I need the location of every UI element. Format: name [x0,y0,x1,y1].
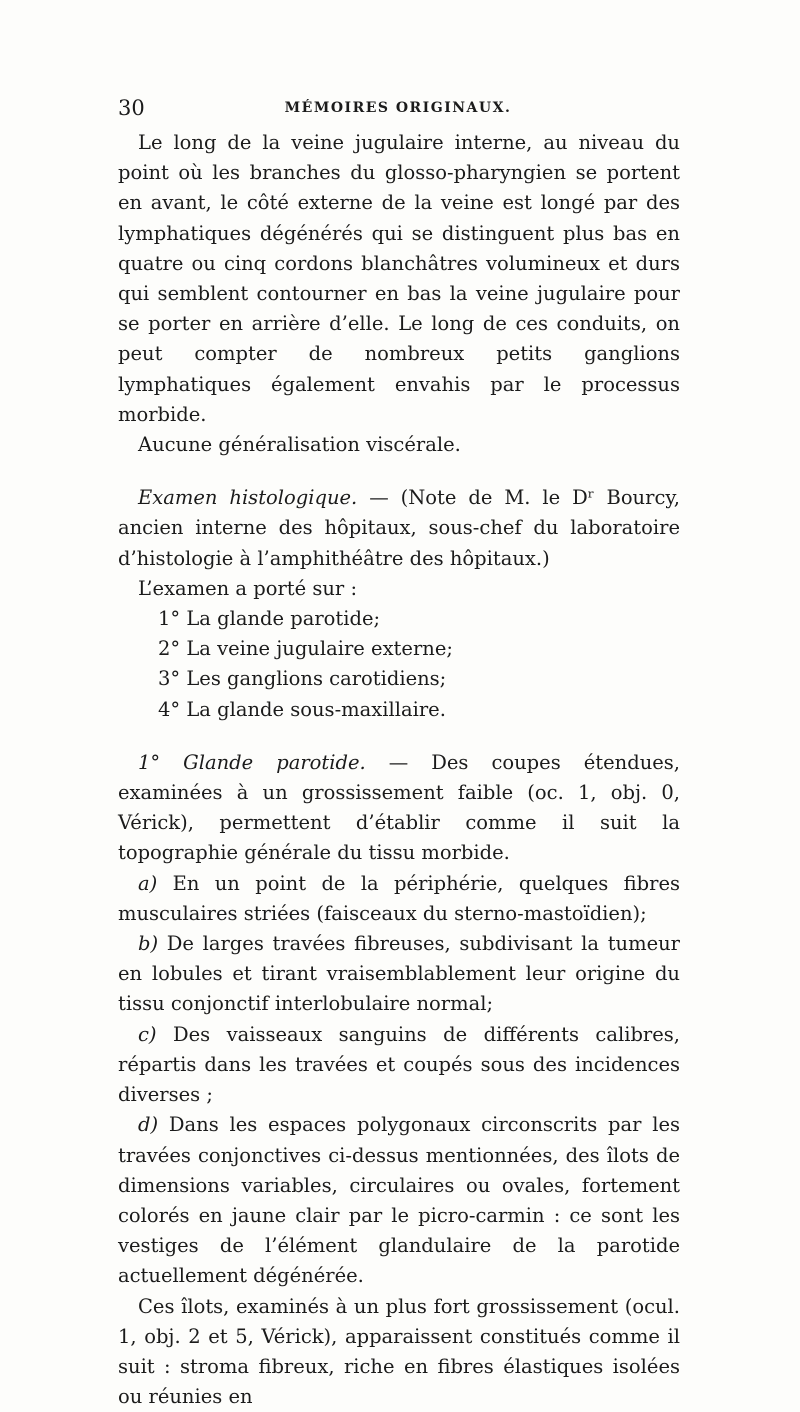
section-title-histology: Examen histologique. [138,486,358,510]
item-c-text: Des vaisseaux sanguins de différents calibres, répartis dans les travées et coupés sous des incidences diverses ; [118,1022,680,1107]
exam-list-item: 2° La veine jugulaire externe; [158,637,453,661]
exam-list-item: 1° La glande parotide; [158,607,381,631]
paragraph-item-b [118,929,680,1020]
page-number: 30 [118,96,145,120]
section-title-parotid: 1° Glande parotide. [138,750,366,774]
page-header [118,96,678,122]
exam-list-item: 4° La glande sous-maxillaire. [158,697,446,721]
item-letter-c: c) [138,1022,157,1046]
parotid-text: — Des coupes étendues, examinées à un grossissement faible (oc. 1, obj. 0, Vérick), permettent d’établir comme il suit la topographie générale du tissu morbide. [118,750,680,865]
paragraph-parotid [118,748,680,869]
item-letter-a: a) [138,871,158,895]
item-b-text: De larges travées fibreuses, subdivisant la tumeur en lobules et tirant vraisemblablement leur origine du tissu conjonctif interlobulaire normal; [118,932,680,1016]
item-letter-b: b) [138,932,159,956]
item-d-text: Dans les espaces polygonaux circonscrits par les travées conjonctives ci-dessus mentionnées, des îlots de dimensions variables, circulaires ou ovales, fortement colorés en jaune clair par le picro-carmin : ce sont les vestiges de l’élément glandulaire de la parotide actuellement dégénérée. [118,1113,680,1288]
item-a-text: En un point de la périphérie, quelques fibres musculaires striées (faisceaux du sterno-mastoïdien); [118,871,680,925]
item-letter-d: d) [138,1113,159,1137]
paragraph-item-c [118,1020,680,1111]
paragraph-item-a [118,869,680,929]
running-title: MÉMOIRES ORIGINAUX. [284,100,512,116]
paragraph-jugular: Le long de la veine jugulaire interne, au niveau du point où les branches du glosso-pharyngien se portent en avant, le côté externe de la veine est longé par des lymphatiques dégénérés qui se distinguent plus bas en quatre ou cinq cordons blanchâtres volumineux et durs qui semblent contourner en bas la veine jugulaire pour se porter en arrière d’elle. Le long de ces conduits, on peut compter de nombreux petits ganglions lymphatiques également envahis par le processus morbide. [118,131,680,426]
paragraph-histology-note [118,483,680,574]
paragraph-item-d [118,1110,680,1291]
page-body [118,128,680,1412]
exam-list-item: 3° Les ganglions carotidiens; [158,667,447,691]
paragraph-exam-intro: L’examen a porté sur : [138,576,358,600]
histology-note-text: — (Note de M. le Dʳ Bourcy, ancien interne des hôpitaux, sous-chef du laboratoire d’histologie à l’amphithéâtre des hôpitaux.) [118,486,680,570]
paragraph-islets: Ces îlots, examinés à un plus fort grossissement (ocul. 1, obj. 2 et 5, Vérick), apparaissent constitués comme il suit : stroma fibreux, riche en fibres élastiques isolées ou réunies en [118,1294,680,1409]
paragraph-no-generalization: Aucune généralisation viscérale. [138,433,461,457]
